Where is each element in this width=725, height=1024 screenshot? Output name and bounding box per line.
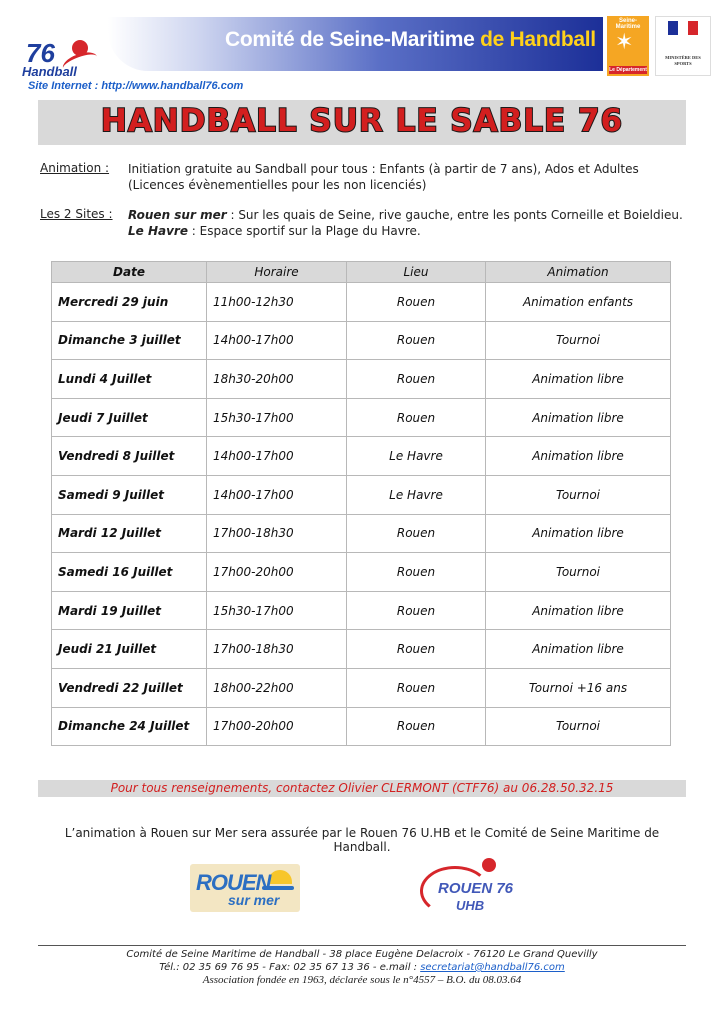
table-row xyxy=(52,514,671,553)
table-row xyxy=(52,475,671,514)
table-row xyxy=(52,321,671,360)
french-flag-icon xyxy=(668,21,698,35)
cell-animation: Tournoi +16 ans xyxy=(486,668,671,707)
table-row xyxy=(52,283,671,322)
table-row xyxy=(52,707,671,746)
cell-lieu: Le Havre xyxy=(347,437,486,476)
footer-email-link[interactable]: secretariat@handball76.com xyxy=(420,962,565,973)
cell-lieu: Rouen xyxy=(347,591,486,630)
cell-horaire: 17h00-20h00 xyxy=(207,707,347,746)
cell-lieu: Rouen xyxy=(347,553,486,592)
animation-text: Initiation gratuite au Sandball pour tous : Enfants (à partir de 7 ans), Ados et Adultes (Licences évènementielles pour les non licenciés) xyxy=(128,162,639,192)
cell-date: Mardi 19 Juillet xyxy=(52,591,207,630)
animation-label: Animation : xyxy=(40,161,110,175)
cell-horaire: 18h30-20h00 xyxy=(207,360,347,399)
cell-animation: Tournoi xyxy=(486,553,671,592)
cell-horaire: 17h00-20h00 xyxy=(207,553,347,592)
handball-ball-icon xyxy=(482,858,496,872)
cell-lieu: Rouen xyxy=(347,668,486,707)
cell-date: Samedi 16 Juillet xyxy=(52,553,207,592)
table-row xyxy=(52,360,671,399)
logo-number: 76 xyxy=(26,38,55,68)
rouen-76-uhb-logo: ROUEN 76 UHB xyxy=(418,856,518,918)
table-row xyxy=(52,398,671,437)
cell-horaire: 18h00-22h00 xyxy=(207,668,347,707)
cell-horaire: 15h30-17h00 xyxy=(207,591,347,630)
contact-text: Pour tous renseignements, contactez Olivier CLERMONT (CTF76) au 06.28.50.32.15 xyxy=(110,781,614,795)
cell-date: Jeudi 21 Juillet xyxy=(52,630,207,669)
cell-date: Vendredi 22 Juillet xyxy=(52,668,207,707)
schedule-body xyxy=(52,283,671,746)
schedule-table xyxy=(51,261,671,746)
site-internet-link[interactable]: Site Internet : http://www.handball76.com xyxy=(28,80,244,92)
cell-date: Jeudi 7 Juillet xyxy=(52,398,207,437)
cell-horaire: 15h30-17h00 xyxy=(207,398,347,437)
sites-text: Rouen sur mer : Sur les quais de Seine, rive gauche, entre les ponts Corneille et Boieldieu. Le Havre : Espace sportif sur la Plage du Havre. xyxy=(128,208,683,238)
sites-label: Les 2 Sites : xyxy=(40,207,113,221)
cell-lieu: Rouen xyxy=(347,283,486,322)
rouen-sur-mer-logo: ROUEN sur mer xyxy=(190,864,300,912)
cell-date: Lundi 4 Juillet xyxy=(52,360,207,399)
cell-animation: Tournoi xyxy=(486,321,671,360)
cell-date: Samedi 9 Juillet xyxy=(52,475,207,514)
cell-lieu: Rouen xyxy=(347,398,486,437)
table-row xyxy=(52,591,671,630)
cell-animation: Tournoi xyxy=(486,475,671,514)
cell-date: Vendredi 8 Juillet xyxy=(52,437,207,476)
cell-horaire: 17h00-18h30 xyxy=(207,630,347,669)
cell-horaire: 11h00-12h30 xyxy=(207,283,347,322)
cell-lieu: Rouen xyxy=(347,514,486,553)
header-animation: Animation xyxy=(486,262,671,283)
header-lieu: Lieu xyxy=(347,262,486,283)
cell-date: Mercredi 29 juin xyxy=(52,283,207,322)
cell-date: Dimanche 24 Juillet xyxy=(52,707,207,746)
table-row xyxy=(52,630,671,669)
footer-contact: Tél.: 02 35 69 76 95 - Fax: 02 35 67 13 36 - e.mail : secretariat@handball76.com xyxy=(159,962,565,973)
header-date: Date xyxy=(52,262,207,283)
cell-horaire: 14h00-17h00 xyxy=(207,475,347,514)
seine-maritime-department-logo: Seine-Maritime ✶ Le Département xyxy=(607,16,649,76)
cell-horaire: 17h00-18h30 xyxy=(207,514,347,553)
page-title: HANDBALL SUR LE SABLE 76 xyxy=(100,103,624,139)
cell-horaire: 14h00-17h00 xyxy=(207,437,347,476)
table-row xyxy=(52,437,671,476)
star-figure-icon: ✶ xyxy=(615,30,634,55)
cell-horaire: 14h00-17h00 xyxy=(207,321,347,360)
banner-title: Comité de Seine-Maritime de Handball xyxy=(225,28,596,51)
table-row xyxy=(52,553,671,592)
cell-animation: Animation libre xyxy=(486,630,671,669)
logo-word: Handball xyxy=(22,64,77,79)
ministry-logo: MINISTÈRE DES SPORTS xyxy=(655,16,711,76)
cell-date: Dimanche 3 juillet xyxy=(52,321,207,360)
assurance-text: L’animation à Rouen sur Mer sera assurée par le Rouen 76 U.HB et le Comité de Seine Maritime de Handball. xyxy=(64,826,660,854)
table-row xyxy=(52,668,671,707)
cell-lieu: Rouen xyxy=(347,321,486,360)
cell-animation: Animation enfants xyxy=(486,283,671,322)
cell-animation: Animation libre xyxy=(486,437,671,476)
cell-animation: Animation libre xyxy=(486,398,671,437)
handball76-logo xyxy=(22,36,102,82)
cell-lieu: Rouen xyxy=(347,360,486,399)
footer-association: Association fondée en 1963, déclarée sous le n°4557 – B.O. du 08.03.64 xyxy=(202,974,522,986)
cell-date: Mardi 12 Juillet xyxy=(52,514,207,553)
cell-lieu: Rouen xyxy=(347,707,486,746)
cell-animation: Animation libre xyxy=(486,360,671,399)
footer-address: Comité de Seine Maritime de Handball - 38 place Eugène Delacroix - 76120 Le Grand Quevilly xyxy=(126,949,598,960)
cell-animation: Tournoi xyxy=(486,707,671,746)
sun-icon xyxy=(268,870,292,884)
cell-lieu: Rouen xyxy=(347,630,486,669)
cell-animation: Animation libre xyxy=(486,591,671,630)
cell-lieu: Le Havre xyxy=(347,475,486,514)
footer-divider xyxy=(38,945,686,946)
cell-animation: Animation libre xyxy=(486,514,671,553)
table-header-row xyxy=(52,262,671,283)
header-horaire: Horaire xyxy=(207,262,347,283)
